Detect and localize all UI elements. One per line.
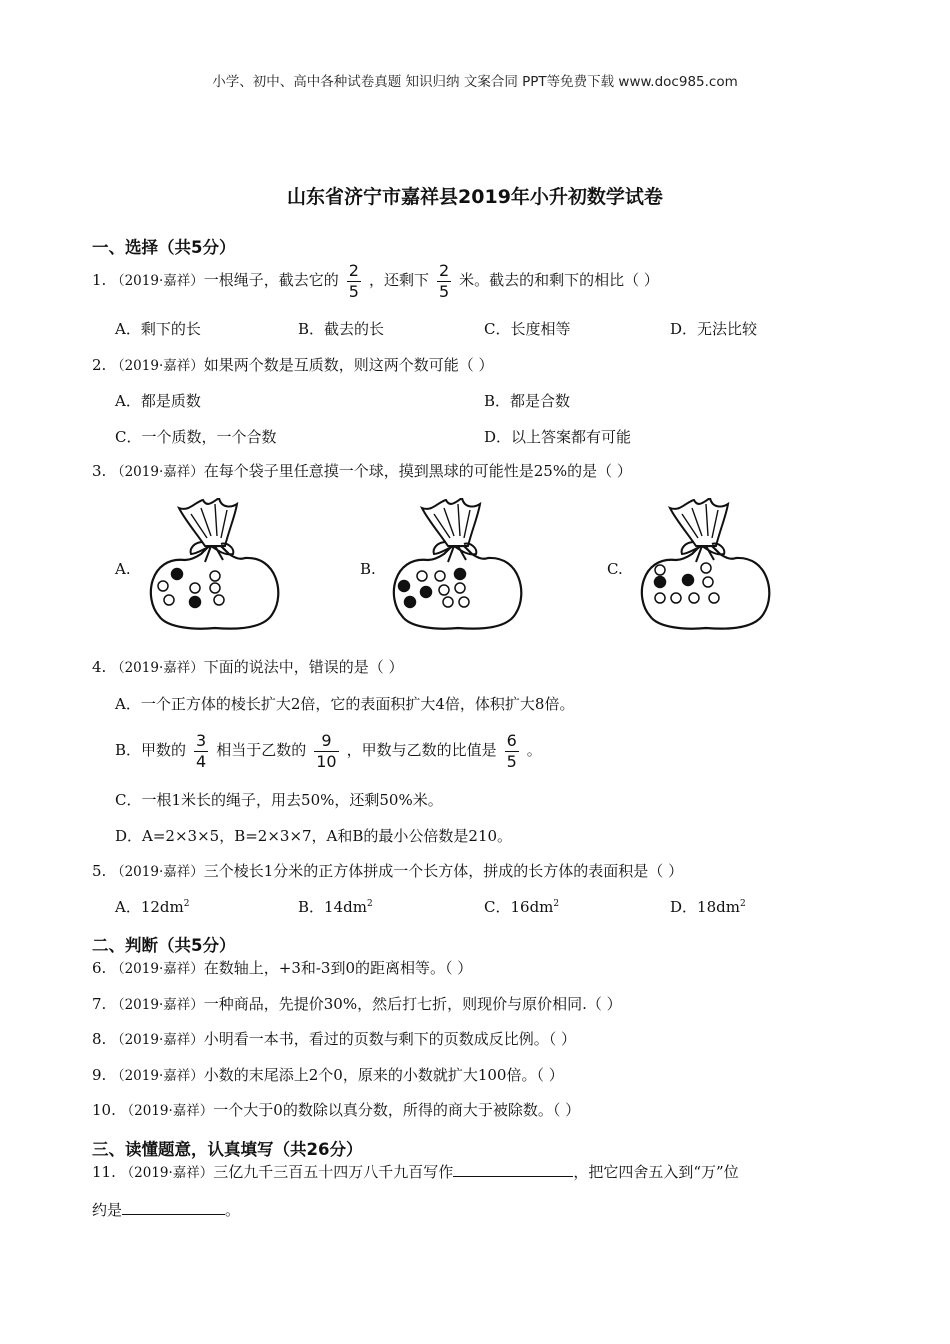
option-a: A．一个正方体的棱长扩大2倍，它的表面积扩大4倍，体积扩大8倍。 <box>115 695 575 713</box>
question-3 <box>92 460 632 481</box>
option-b-label: B. <box>360 560 376 578</box>
question-11 <box>92 1161 739 1182</box>
fraction <box>194 731 208 772</box>
question-source: （2019·嘉祥） <box>111 660 204 676</box>
option-c: C．一个质数，一个合数 <box>115 428 277 446</box>
question-text: 一种商品，先提价30%，然后打七折，则现价与原价相同.（ ） <box>203 995 622 1013</box>
option-c-label: C. <box>607 560 623 578</box>
question-5 <box>92 860 683 881</box>
option-a: A．都是质数 <box>115 392 201 410</box>
option-a: A．剩下的长 <box>115 320 201 338</box>
question-number: 7. <box>92 995 107 1013</box>
question-source: （2019·嘉祥） <box>120 1165 214 1181</box>
question-text: 。 <box>225 1201 241 1219</box>
question-number: 4. <box>92 658 107 676</box>
question-number: 1. <box>92 271 107 289</box>
fraction-denominator: 4 <box>196 751 207 771</box>
exponent: 2 <box>183 899 190 909</box>
question-text: 下面的说法中，错误的是（ ） <box>203 658 404 676</box>
fraction <box>314 731 338 772</box>
option-text: C．16dm <box>484 898 554 916</box>
question-4 <box>92 656 404 677</box>
option-b <box>115 728 542 772</box>
question-number: 3. <box>92 462 107 480</box>
question-1 <box>92 258 659 303</box>
question-8 <box>92 1028 576 1049</box>
question-number: 9. <box>92 1066 107 1084</box>
question-text: 在数轴上，+3和-3到0的距离相等。（ ） <box>203 959 473 977</box>
section-heading-judge: 二、判断（共5分） <box>92 936 236 955</box>
option-text: A．12dm <box>115 898 184 916</box>
fraction-denominator: 5 <box>506 751 517 771</box>
option-a-label: A. <box>115 560 131 578</box>
fraction-denominator: 5 <box>438 281 450 301</box>
fraction <box>347 261 361 302</box>
exponent: 2 <box>553 899 560 909</box>
question-number: 5. <box>92 862 107 880</box>
option-d: D．以上答案都有可能 <box>484 428 632 446</box>
question-text: 三亿九千三百五十四万八千九百写作 <box>213 1163 454 1181</box>
question-text: 约是 <box>92 1201 123 1219</box>
question-11-continued <box>92 1199 240 1220</box>
question-10 <box>92 1099 580 1120</box>
question-source: （2019·嘉祥） <box>111 464 204 480</box>
option-b <box>298 896 373 917</box>
question-source: （2019·嘉祥） <box>111 1068 204 1084</box>
bag-b-image <box>388 498 528 634</box>
section-heading-choice: 一、选择（共5分） <box>92 238 236 257</box>
option-d: D．无法比较 <box>670 320 758 338</box>
option-text: ，甲数与乙数的比值是 <box>346 741 497 759</box>
fraction-numerator: 2 <box>348 260 359 280</box>
fraction-numerator: 6 <box>506 730 517 750</box>
question-source: （2019·嘉祥） <box>111 997 204 1013</box>
question-source: （2019·嘉祥） <box>111 961 204 977</box>
bag-c-image <box>636 498 776 634</box>
option-b: B．都是合数 <box>484 392 571 410</box>
option-c <box>484 896 559 917</box>
option-a <box>115 896 189 917</box>
question-text: 如果两个数是互质数，则这两个数可能（ ） <box>203 356 494 374</box>
question-source: （2019·嘉祥） <box>120 1103 214 1119</box>
question-source: （2019·嘉祥） <box>111 358 204 374</box>
question-2 <box>92 354 494 375</box>
question-9 <box>92 1064 564 1085</box>
question-number: 11. <box>92 1163 116 1181</box>
question-text: ，还剩下 <box>368 271 429 289</box>
option-d: D．A=2×3×5，B=2×3×7，A和B的最小公倍数是210。 <box>115 827 513 845</box>
question-text: 小明看一本书，看过的页数与剩下的页数成反比例。（ ） <box>203 1030 577 1048</box>
fraction-numerator: 2 <box>438 260 450 280</box>
question-6 <box>92 957 472 978</box>
option-text: D．18dm <box>670 898 740 916</box>
option-b: B．截去的长 <box>298 320 385 338</box>
option-text: B．甲数的 <box>115 741 187 759</box>
option-d <box>670 896 746 917</box>
option-text: B．14dm <box>298 898 367 916</box>
fraction-denominator: 10 <box>316 751 337 771</box>
question-number: 6. <box>92 959 107 977</box>
question-text: 小数的末尾添上2个0，原来的小数就扩大100倍。（ ） <box>203 1066 564 1084</box>
question-text: 三个棱长1分米的正方体拼成一个长方体，拼成的长方体的表面积是（ ） <box>203 862 684 880</box>
question-number: 2. <box>92 356 107 374</box>
answer-blank[interactable] <box>122 1213 225 1215</box>
fraction-numerator: 3 <box>196 730 207 750</box>
question-7 <box>92 993 622 1014</box>
fraction-numerator: 9 <box>314 731 338 752</box>
page-title: 山东省济宁市嘉祥县2019年小升初数学试卷 <box>287 186 663 208</box>
option-text: 。 <box>526 741 542 759</box>
question-number: 8. <box>92 1030 107 1048</box>
question-text: ，把它四舍五入到“万”位 <box>573 1163 739 1181</box>
question-source: （2019·嘉祥） <box>111 1032 204 1048</box>
section-heading-fill: 三、读懂题意，认真填写（共26分） <box>92 1140 363 1159</box>
answer-blank[interactable] <box>453 1175 573 1177</box>
question-text: 米。截去的和剩下的相比（ ） <box>459 271 659 289</box>
option-c: C．一根1米长的绳子，用去50%，还剩50%米。 <box>115 791 443 809</box>
question-source: （2019·嘉祥） <box>111 273 204 289</box>
fraction <box>505 731 519 772</box>
option-c: C．长度相等 <box>484 320 571 338</box>
exponent: 2 <box>366 899 373 909</box>
question-source: （2019·嘉祥） <box>111 864 204 880</box>
question-text: 一个大于0的数除以真分数，所得的商大于被除数。（ ） <box>213 1101 581 1119</box>
fraction-denominator: 5 <box>348 281 359 301</box>
exponent: 2 <box>739 899 746 909</box>
question-text: 在每个袋子里任意摸一个球，摸到黑球的可能性是25%的是（ ） <box>203 462 632 480</box>
question-number: 10. <box>92 1101 116 1119</box>
page-header: 小学、初中、高中各种试卷真题 知识归纳 文案合同 PPT等免费下载 www.doc985.com <box>212 74 738 90</box>
fraction <box>437 261 451 302</box>
bag-a-image <box>145 498 285 634</box>
question-text: 一根绳子，截去它的 <box>203 271 339 289</box>
option-text: 相当于乙数的 <box>216 741 307 759</box>
